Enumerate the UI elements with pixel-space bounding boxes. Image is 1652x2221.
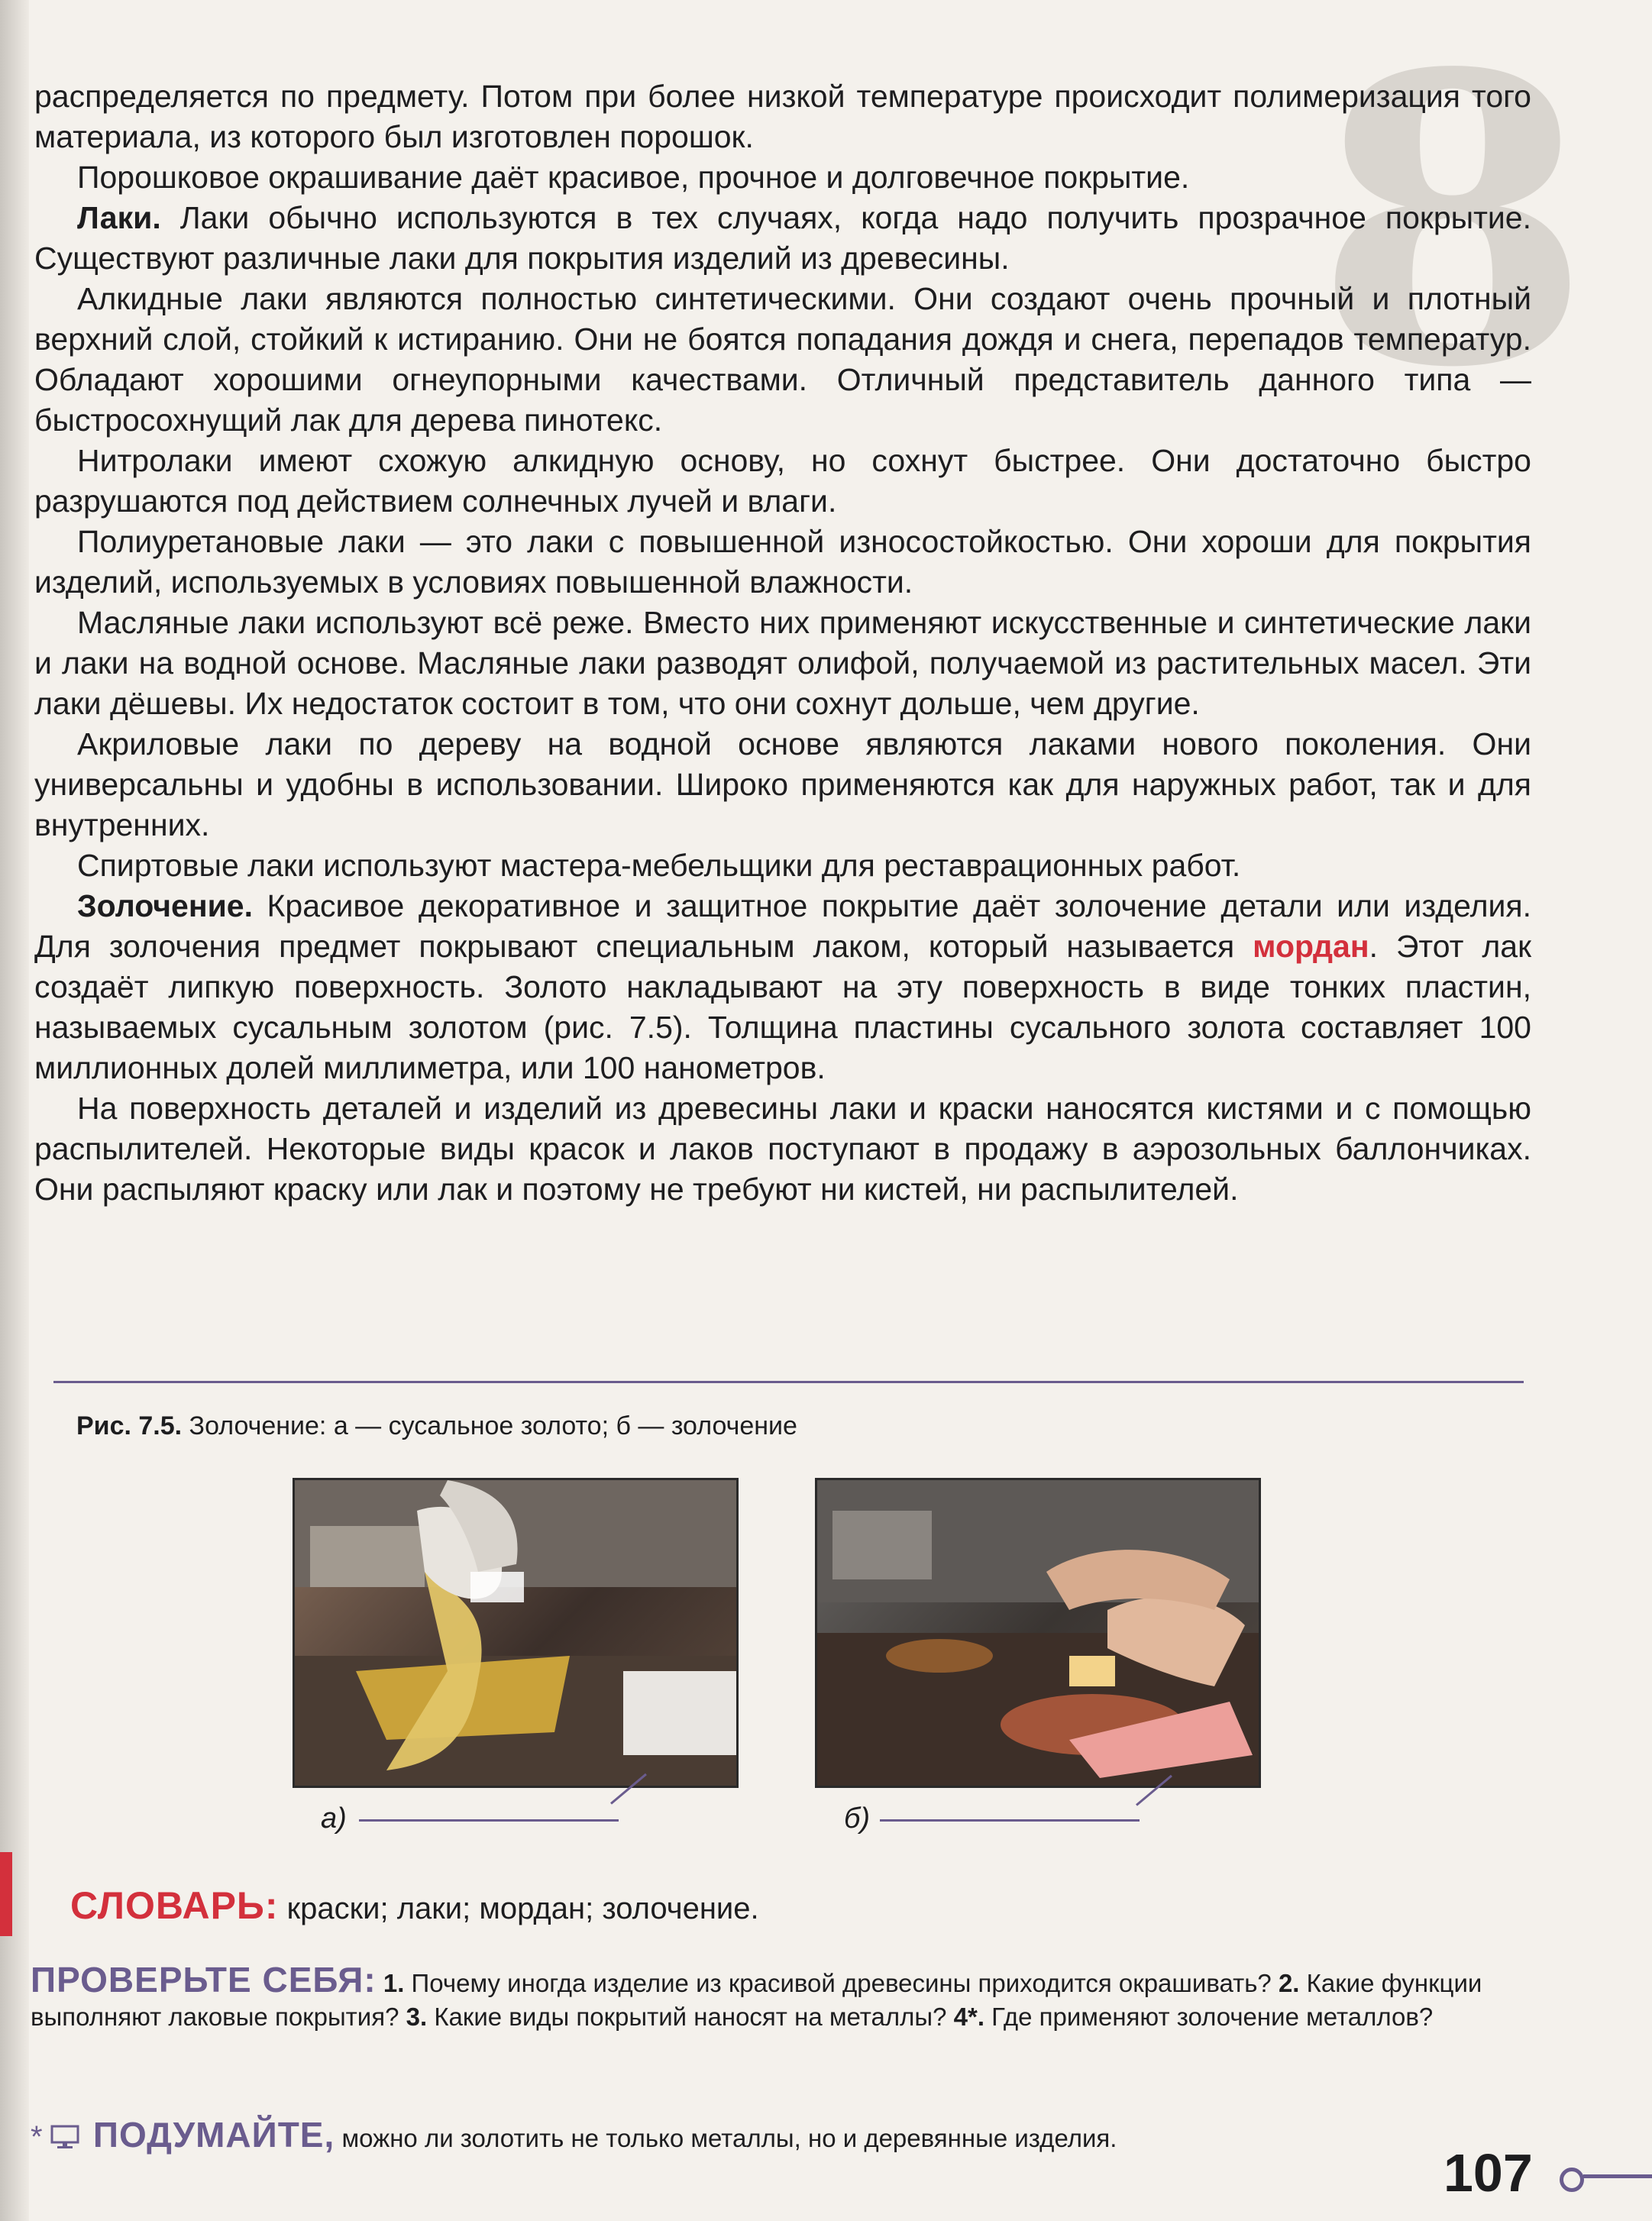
dictionary-terms: краски; лаки; мордан; золочение. [278, 1892, 759, 1925]
computer-icon [50, 2124, 80, 2150]
subfigure-leader-b [880, 1819, 1140, 1822]
paragraph-gilding [34, 886, 1531, 1088]
question-number: 2. [1278, 1969, 1300, 1997]
dictionary-marker [0, 1852, 12, 1936]
figure-caption [76, 1409, 797, 1443]
page-number: 107 [1443, 2143, 1533, 2203]
question-text: Где применяют золочение металлов? [984, 2003, 1434, 2031]
dictionary-heading: СЛОВАРЬ: [70, 1884, 279, 1927]
paragraph-text: . Этот лак создаёт липкую поверхность. Золото накладывают на эту поверхность в виде тонких пластин, называемых сусальным золотом (рис. 7.5). Толщина пластины сусального золота составляет 100 миллионных долей миллиметра, или 100 нанометров. [34, 929, 1532, 1085]
think-text: можно ли золотить не только металлы, но и деревянные изделия. [335, 2124, 1117, 2152]
highlighted-term: мордан [1253, 929, 1369, 964]
think-section [31, 2116, 1117, 2158]
subfigure-label-a: а) [321, 1802, 347, 1835]
paragraph: Нитролаки имеют схожую алкидную основу, но сохнут быстрее. Они достаточно быстро разрушаются под действием солнечных лучей и влаги. [34, 443, 1531, 519]
paragraph: Акриловые лаки по дереву на водной основе являются лаками нового поколения. Они универсальны и удобны в использовании. Широко применяются как для наружных работ, так и для внутренних. [34, 726, 1531, 842]
check-yourself-heading: ПРОВЕРЬТЕ СЕБЯ: [31, 1960, 377, 2000]
photo-gold-leaf [293, 1478, 739, 1788]
question-text: Почему иногда изделие из красивой древесины приходится окрашивать? [404, 1969, 1272, 1997]
subfigure-leader-a [359, 1819, 619, 1822]
figure-divider [53, 1381, 1524, 1383]
figure-label: Рис. 7.5. [76, 1411, 183, 1440]
figure-caption-text: Золочение: а — сусальное золото; б — золочение [182, 1411, 797, 1440]
question-text: Какие виды покрытий наносят на металлы? [427, 2003, 947, 2031]
term-heading: Золочение. [77, 888, 254, 923]
check-yourself-section [31, 1960, 1528, 2034]
dictionary-section [70, 1883, 759, 1932]
paragraph: Алкидные лаки являются полностью синтетическими. Они создают очень прочный и плотный верхний слой, стойкий к истиранию. Они не боятся попадания дождя и снега, перепадов температур. Обладают хорошими огнеупорными качествами. Отличный представитель данного типа — быстросохнущий лак для дерева пинотекс. [34, 281, 1531, 438]
paragraph: распределяется по предмету. Потом при более низкой температуре происходит полимеризация того материала, из которого был изготовлен порошок. [34, 79, 1531, 154]
paragraph: Полиуретановые лаки — это лаки с повышенной износостойкостью. Они хороши для покрытия изделий, используемых в условиях повышенной влажности. [34, 524, 1531, 600]
term-heading: Лаки. [77, 200, 161, 235]
question-text: Какие функции выполняют лаковые покрытия? [31, 1969, 1482, 2031]
page-number-line [1583, 2174, 1652, 2178]
subfigure-label-b: б) [844, 1802, 871, 1835]
paragraph-lacquers [34, 198, 1531, 279]
bleed-through-glyph: 8 [1314, 0, 1591, 454]
think-heading: ПОДУМАЙТЕ, [92, 2115, 335, 2155]
paragraph-text: Лаки обычно используются в тех случаях, когда надо получить прозрачное покрытие. Существуют различные лаки для покрытия изделий из древесины. [34, 200, 1531, 276]
paragraph-text: Красивое декоративное и защитное покрытие даёт золочение детали или изделия. Для золочения предмет покрывают специальным лаком, который называется [34, 888, 1531, 964]
page-number-dot [1560, 2168, 1584, 2192]
asterisk-mark: * [31, 2120, 43, 2154]
question-number: 3. [406, 2003, 428, 2031]
paragraph: Спиртовые лаки используют мастера-мебельщики для реставрационных работ. [77, 848, 1241, 883]
gold-leaf-illustration [295, 1480, 736, 1786]
question-number: 1. [383, 1969, 405, 1997]
main-text [34, 76, 1531, 1210]
paragraph: Порошковое окрашивание даёт красивое, прочное и долговечное покрытие. [77, 160, 1190, 195]
gilding-illustration [817, 1480, 1259, 1786]
question-number: 4*. [953, 2003, 985, 2031]
paragraph: Масляные лаки используют всё реже. Вместо них применяют искусственные и синтетические лаки и лаки на водной основе. Масляные лаки разводят олифой, получаемой из растительных масел. Эти лаки дёшевы. Их недостаток состоит в том, что они сохнут дольше, чем другие. [34, 605, 1531, 721]
photo-gilding [815, 1478, 1261, 1788]
paragraph: На поверхность деталей и изделий из древесины лаки и краски наносятся кистями и с помощью распылителей. Некоторые виды красок и лаков поступают в продажу в аэрозольных баллончиках. Они распыляют краску или лак и поэтому не требуют ни кистей, ни распылителей. [34, 1091, 1531, 1207]
